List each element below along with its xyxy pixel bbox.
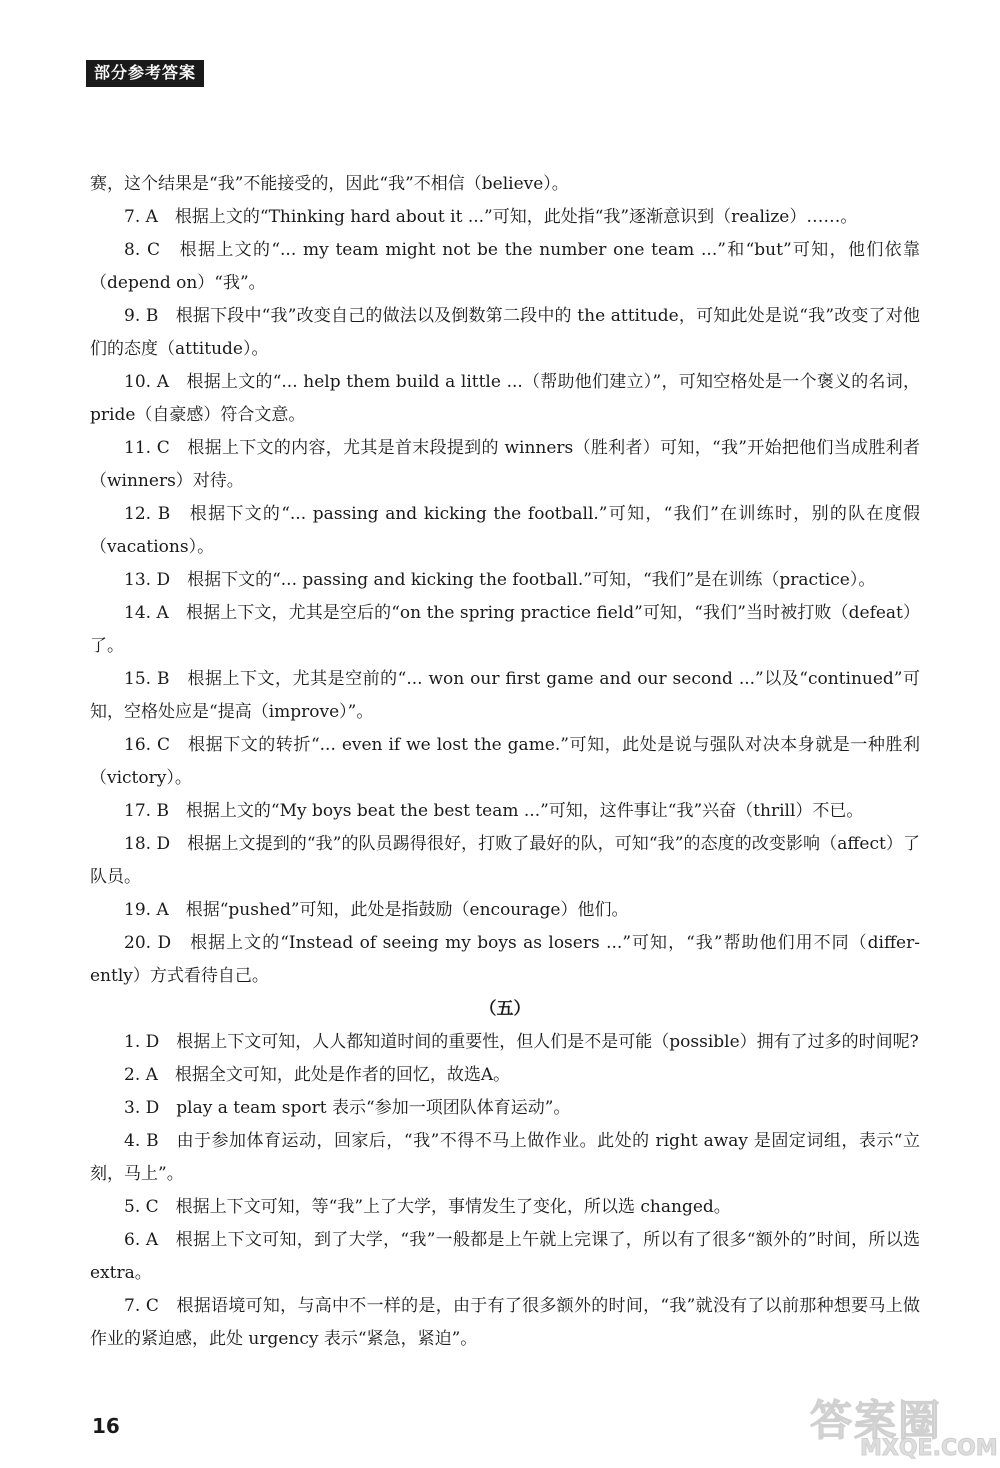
answer-item-6: 6. A 根据上下文可知，到了大学，“我”一般都是上午就上完课了，所以有了很多“额外的”时间，所以选 extra。 <box>90 1230 920 1283</box>
page-number: 16 <box>92 1414 120 1438</box>
answer-item-7: 7. A 根据上文的“Thinking hard about it ...”可知，此处指“我”逐渐意识到（realize）……。 <box>124 207 858 227</box>
answer-item-13: 13. D 根据下文的“... passing and kicking the football.”可知，“我们”是在训练（practice）。 <box>124 570 876 590</box>
answer-item-3: 3. D play a team sport 表示“参加一项团队体育运动”。 <box>124 1098 571 1118</box>
answer-item-2: 2. A 根据全文可知，此处是作者的回忆，故选A。 <box>124 1065 511 1085</box>
answer-item-12: 12. B 根据下文的“... passing and kicking the football.”可知，“我们”在训练时，别的队在度假（vacations）。 <box>90 504 920 557</box>
answer-item-1: 1. D 根据上下文可知，人人都知道时间的重要性，但人们是不是可能（possible）拥有了过多的时间呢? <box>124 1032 919 1052</box>
answer-item-19: 19. A 根据“pushed”可知，此处是指鼓励（encourage）他们。 <box>124 900 629 920</box>
answer-item-20: 20. D 根据上文的“Instead of seeing my boys as losers ...”可知，“我”帮助他们用不同（differ-ently）方式看待自己。 <box>90 933 920 986</box>
watermark-url: MXQE.COM <box>860 1436 998 1461</box>
answer-item-11: 11. C 根据上下文的内容，尤其是首末段提到的 winners（胜利者）可知，“我”开始把他们当成胜利者（winners）对待。 <box>90 438 920 491</box>
answer-item-4: 4. B 由于参加体育运动，回家后，“我”不得不马上做作业。此处的 right away 是固定词组，表示“立刻，马上”。 <box>90 1131 920 1184</box>
answer-item-14: 14. A 根据上下文，尤其是空后的“on the spring practice field”可知，“我们”当时被打败（defeat）了。 <box>90 603 920 656</box>
answer-item-8: 8. C 根据上文的“... my team might not be the number one team ...”和“but”可知，他们依靠（depend on）“我”。 <box>90 240 920 293</box>
answer-item-10: 10. A 根据上文的“... help them build a little ...（帮助他们建立）”，可知空格处是一个褒义的名词，pride（自豪感）符合文意。 <box>90 372 920 425</box>
watermark-text: 答案圈 <box>810 1396 943 1445</box>
section-title: （五） <box>479 999 531 1019</box>
watermark-logo <box>810 1388 998 1464</box>
answer-item-9: 9. B 根据下段中“我”改变自己的做法以及倒数第二段中的 the attitude，可知此处是说“我”改变了对他们的态度（attitude）。 <box>90 306 920 359</box>
answer-item-18: 18. D 根据上文提到的“我”的队员踢得很好，打败了最好的队，可知“我”的态度的改变影响（affect）了队员。 <box>90 834 920 887</box>
section-header-tag: 部分参考答案 <box>86 60 204 87</box>
answer-item-7b: 7. C 根据语境可知，与高中不一样的是，由于有了很多额外的时间，“我”就没有了以前那种想要马上做作业的紧迫感，此处 urgency 表示“紧急，紧迫”。 <box>90 1296 920 1349</box>
answer-item-5: 5. C 根据上下文可知，等“我”上了大学，事情发生了变化，所以选 changed。 <box>124 1197 731 1217</box>
answer-item-15: 15. B 根据上下文，尤其是空前的“... won our first game and our second ...”以及“continued”可知，空格处应是“提高（improve）”。 <box>90 669 920 722</box>
answer-item-16: 16. C 根据下文的转折“... even if we lost the game.”可知，此处是说与强队对决本身就是一种胜利（victory）。 <box>90 735 920 788</box>
answer-content <box>90 168 920 1356</box>
answer-item-17: 17. B 根据上文的“My boys beat the best team ...”可知，这件事让“我”兴奋（thrill）不已。 <box>124 801 864 821</box>
answer-paragraph: 赛，这个结果是“我”不能接受的，因此“我”不相信（believe）。 <box>90 174 569 194</box>
